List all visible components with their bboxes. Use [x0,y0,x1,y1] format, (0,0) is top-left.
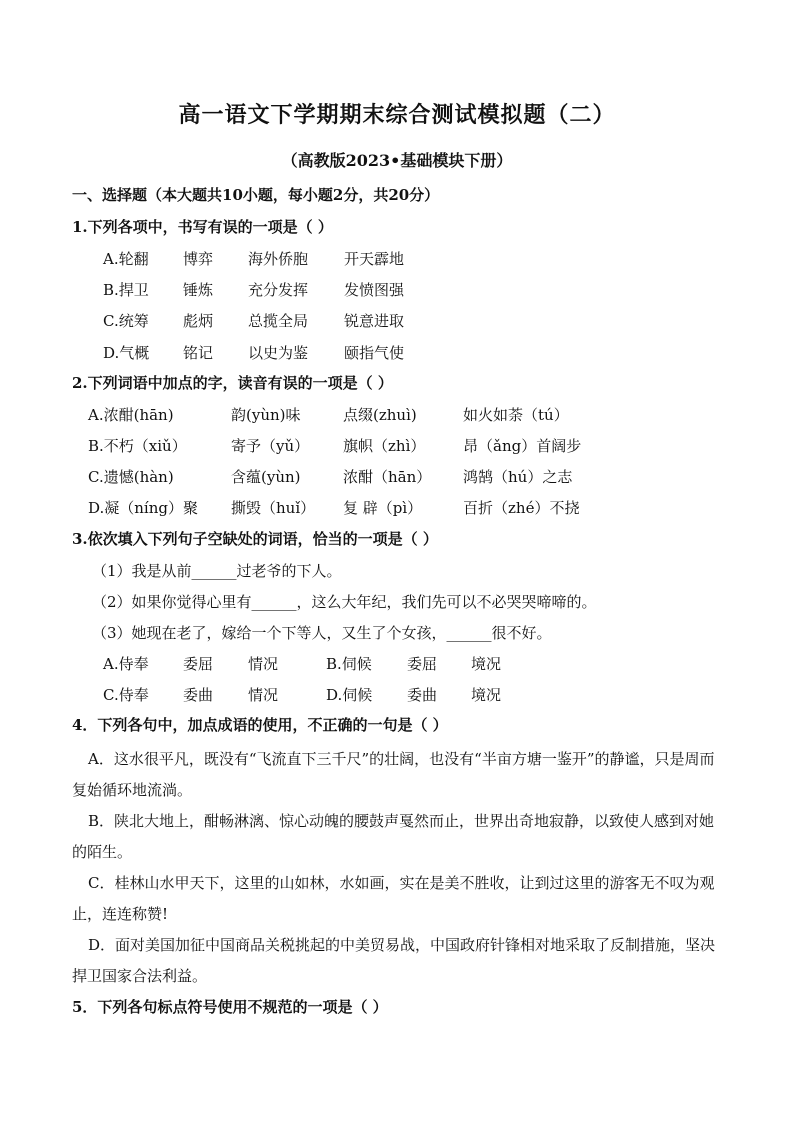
q3-sentence-2: （2）如果你觉得心里有______，这么大年纪，我们先可以不必哭哭啼啼的。 [92,593,597,611]
q4-option-a: A．这水很平凡，既没有“飞流直下三千尺”的壮阔，也没有“半亩方塘一鉴开”的静谧，只是周而复始循环地流淌。 [72,750,715,799]
question-2-stem: 2.下列词语中加点的字，读音有误的一项是（ ） [72,374,393,392]
q3-d-word-3: 境况 [471,686,502,704]
q3-b-word-1: B.伺候 [326,655,372,673]
q1-b-word-4: 发愤图强 [344,281,405,299]
section-heading: 一、选择题（本大题共10小题，每小题2分，共20分） [72,186,440,204]
q3-c-word-2: 委曲 [183,686,214,704]
q3-a-word-1: A.侍奉 [103,655,149,673]
q2-d-word-3: 复 辟（pì） [343,499,423,517]
q3-d-word-1: D.伺候 [326,686,373,704]
q2-a-word-3: 点缀(zhuì) [343,406,417,424]
q1-d-word-4: 颐指气使 [344,344,405,362]
q2-b-word-2: 寄予（yǔ） [231,437,310,455]
q3-d-word-2: 委曲 [407,686,438,704]
q1-b-word-2: 锤炼 [183,281,214,299]
page-subtitle: （高教版2023•基础模块下册） [281,151,513,170]
q3-sentence-1: （1）我是从前______过老爷的下人。 [92,562,342,580]
question-4-stem: 4．下列各句中，加点成语的使用，不正确的一句是（ ） [72,716,448,734]
q4-option-c: C．桂林山水甲天下，这里的山如林，水如画，实在是美不胜收，让到过这里的游客无不叹为观止，连连称赞! [72,874,715,923]
question-1-stem: 1.下列各项中，书写有误的一项是（ ） [72,218,333,236]
q1-a-word-3: 海外侨胞 [248,250,309,268]
q2-d-word-4: 百折（zhé）不挠 [463,499,580,517]
q1-a-word-1: A.轮翻 [103,250,149,268]
q2-c-word-4: 鸿鹄（hú）之志 [463,468,573,486]
q1-b-word-3: 充分发挥 [248,281,309,299]
q2-d-word-2: 撕毁（huǐ） [231,499,316,517]
q1-d-word-2: 铭记 [183,344,214,362]
q1-c-word-3: 总揽全局 [248,312,309,330]
q3-b-word-2: 委屈 [407,655,438,673]
q2-b-word-4: 昂（ǎng）首阔步 [463,437,582,455]
q2-c-word-3: 浓酣（hān） [343,468,432,486]
q1-c-word-1: C.统筹 [103,312,149,330]
q4-option-b: B．陕北大地上，酣畅淋漓、惊心动魄的腰鼓声戛然而止，世界出奇地寂静，以致使人感到对她的陌生。 [72,812,715,861]
q1-a-word-2: 博弈 [183,250,214,268]
q3-sentence-3: （3）她现在老了，嫁给一个下等人，又生了个女孩，______很不好。 [92,624,552,642]
q1-c-word-4: 锐意进取 [344,312,405,330]
page-title: 高一语文下学期期末综合测试模拟题（二） [178,102,616,128]
q1-d-word-3: 以史为鉴 [248,344,309,362]
q1-a-word-4: 开天霹地 [344,250,405,268]
question-5-stem: 5．下列各句标点符号使用不规范的一项是（ ） [72,998,388,1016]
q2-a-word-2: 韵(yùn)味 [231,406,301,424]
q3-b-word-3: 境况 [471,655,502,673]
q2-c-word-2: 含蕴(yùn) [231,468,301,486]
q2-b-word-3: 旗帜（zhì） [343,437,426,455]
q2-b-word-1: B.不朽（xiǔ） [88,437,187,455]
q3-a-word-2: 委屈 [183,655,214,673]
q2-a-word-4: 如火如荼（tú） [463,406,569,424]
q3-c-word-1: C.侍奉 [103,686,149,704]
q2-c-word-1: C.遗憾(hàn) [88,468,174,486]
q4-option-d: D．面对美国加征中国商品关税挑起的中美贸易战，中国政府针锋相对地采取了反制措施，坚决捍卫国家合法利益。 [72,936,716,985]
q2-d-word-1: D.凝（níng）聚 [88,499,198,517]
q3-a-word-3: 情况 [248,655,279,673]
q3-c-word-3: 情况 [248,686,279,704]
q1-b-word-1: B.捍卫 [103,281,149,299]
q1-c-word-2: 彪炳 [183,312,214,330]
q2-a-word-1: A.浓酣(hān) [88,406,174,424]
question-3-stem: 3.依次填入下列句子空缺处的词语，恰当的一项是（ ） [72,530,438,548]
q1-d-word-1: D.气概 [103,344,150,362]
